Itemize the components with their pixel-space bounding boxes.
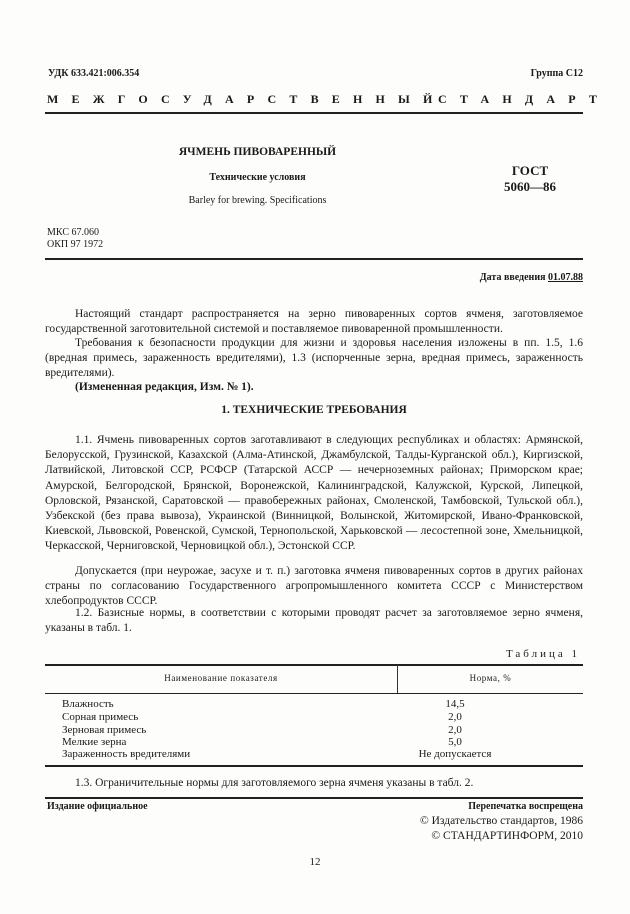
page-title: ЯЧМЕНЬ ПИВОВАРЕННЫЙ	[178, 146, 337, 158]
table-row-name: Зерновая примесь	[62, 724, 147, 736]
group-code: Группа С12	[530, 68, 583, 79]
table-top-rule	[45, 664, 583, 666]
gost-label: ГОСТ	[511, 163, 549, 178]
header-rule	[45, 112, 583, 114]
table-row-name: Мелкие зерна	[62, 736, 127, 748]
copyright-1986: © Издательство стандартов, 1986	[419, 815, 583, 827]
table-caption: Таблица 1	[505, 648, 580, 660]
table-row-name: Влажность	[62, 698, 114, 710]
page-subtitle: Технические условия	[209, 172, 306, 183]
table-row-value: 2,0	[448, 724, 462, 736]
intro-paragraph: Настоящий стандарт распространяется на зерно пивоваренных сортов ячменя, заготовляемое государственной заготовительной системой и поставляемое пивоваренной промышленности.	[45, 308, 583, 336]
table-header-name: Наименование показателя	[164, 673, 278, 683]
table-row-value: 2,0	[448, 711, 462, 723]
okp-code: ОКП 97 1972	[47, 239, 104, 250]
table-row-value: Не допускается	[418, 748, 492, 760]
introduction-date	[480, 272, 583, 283]
standard-type-word2: СТАНДАРТ	[438, 92, 611, 106]
gost-number: 5060—86	[504, 179, 556, 194]
codes-rule	[45, 258, 583, 260]
table-row-value: 5,0	[448, 736, 462, 748]
page-number: 12	[309, 856, 321, 868]
safety-paragraph: Требования к безопасности продукции для жизни и здоровья населения изложены в пп. 1.5, 1.6 (вредная примесь, зараженность вредителями), 1.3 (испорченные зерна, вредная примесь, зараженность вредителями).	[45, 337, 583, 380]
english-title: Barley for brewing. Specifications	[188, 195, 327, 206]
table-header-rule	[45, 693, 583, 694]
clause-1-3: 1.3. Ограничительные нормы для заготовляемого зерна ячменя указаны в табл. 2.	[75, 777, 474, 789]
table-bottom-rule	[45, 765, 583, 767]
clause-allowance: Допускается (при неурожае, засухе и т. п.) заготовка ячменя пивоваренных сортов в других районах страны по согласованию Государственного агропромышленного комитета СССР с Министерством хлебопродуктов СССР.	[45, 565, 583, 608]
udk-code: УДК 633.421:006.354	[48, 68, 140, 79]
table-header-norm: Норма, %	[469, 673, 512, 683]
reprint-notice: Перепечатка воспрещена	[468, 801, 583, 812]
table-row-value: 14,5	[445, 698, 465, 710]
footer-rule	[45, 797, 583, 799]
official-edition: Издание официальное	[47, 801, 148, 812]
clause-1-2: 1.2. Базисные нормы, в соответствии с которыми проводят расчет за заготовляемое зерно ячменя, указаны в табл. 1.	[45, 607, 583, 635]
introduction-date-label: Дата введения	[479, 272, 546, 283]
table-row-name: Сорная примесь	[62, 711, 139, 723]
amendment-note: (Измененная редакция, Изм. № 1).	[75, 381, 254, 393]
standard-type-word1: МЕЖГОСУДАРСТВЕННЫЙ	[47, 92, 446, 106]
clause-1-1: 1.1. Ячмень пивоваренных сортов заготавливают в следующих республиках и областях: Армянской, Белорусской, Грузинской, Казахской (Алма-Атинской, Джамбулской, Талды-Курганской обл.), Киргизской, Латвийской, Литовской ССР, РСФСР (Татарской АССР — нечерноземных районах; Приморском крае; Амурской, Белгородской, Брянской, Воронежской, Калининградской, Калужской, Курской, Липецкой, Орловской, Рязанской, Саратовской — правобережных районах, Смоленской, Тамбовской, Тульской обл.), Узбекской (без права вывоза), Украинской (Винницкой, Волынской, Житомирской, Ивано-Франковской, Киевской, Львовской, Ровенской, Сумской, Тернопольской, Харьковской — лесостепной зоне, Хмельницкой, Черкасской, Черниговской, Черновицкой обл.), Эстонской ССР.	[45, 434, 583, 553]
copyright-2010: © СТАНДАРТИНФОРМ, 2010	[431, 830, 583, 842]
table-row-name: Зараженность вредителями	[62, 748, 191, 760]
section-title: 1. ТЕХНИЧЕСКИЕ ТРЕБОВАНИЯ	[221, 404, 407, 416]
mks-code: МКС 67.060	[47, 227, 99, 238]
introduction-date-value: 01.07.88	[548, 272, 583, 283]
